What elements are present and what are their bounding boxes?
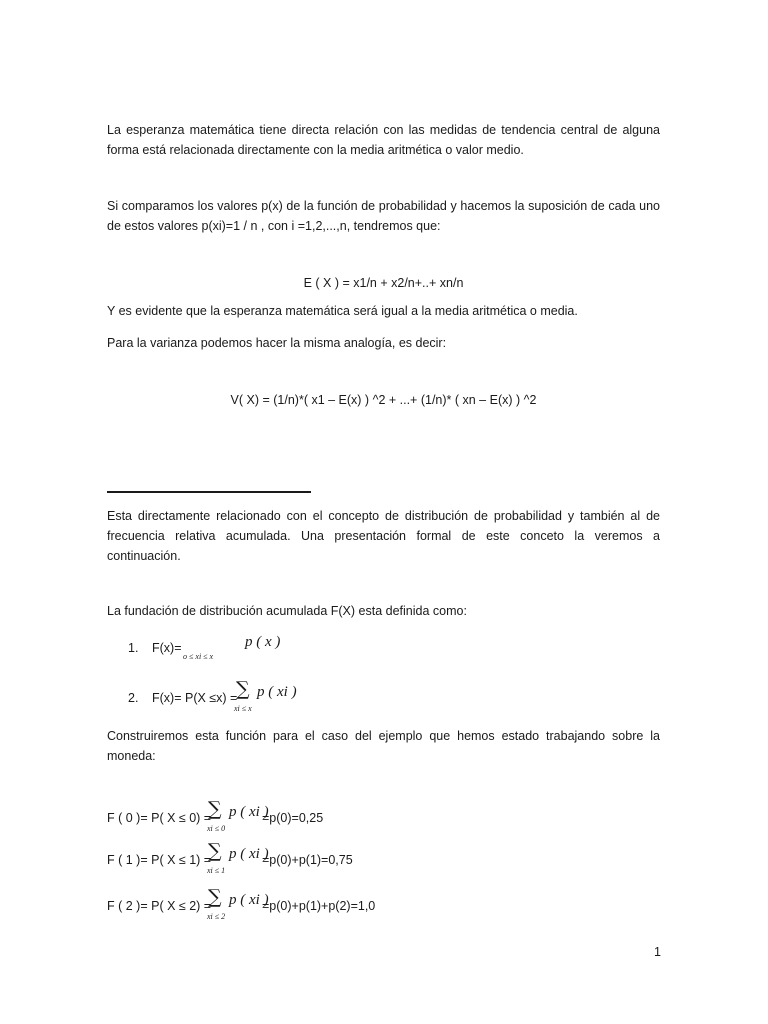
example-left: F ( 0 )= P( X ≤ 0) =	[107, 811, 212, 825]
page-number: 1	[654, 945, 661, 959]
example-left: F ( 2 )= P( X ≤ 2) =	[107, 899, 212, 913]
intro-paragraph: La esperanza matemática tiene directa relación con las medidas de tendencia central de alguna forma está relacionada directamente con la media aritmética o valor medio.	[107, 123, 660, 157]
example-f0	[107, 800, 667, 834]
sum-subscript: xi ≤ 1	[207, 866, 226, 875]
example-result: =p(0)+p(1)+p(2)=1,0	[262, 899, 376, 913]
evident-paragraph: Y es evidente que la esperanza matemática será igual a la media aritmética o media.	[107, 304, 578, 318]
sum-subscript: xi ≤ 2	[207, 912, 226, 921]
probability-function: p ( xi )	[229, 804, 269, 820]
variance-formula: V( X) = (1/n)*( x1 – E(x) ) ^2 + ...+ (1/n)* ( xn – E(x) ) ^2	[230, 393, 537, 407]
sum-subscript: xi ≤ x	[234, 704, 252, 713]
definition-1	[107, 630, 667, 664]
summation-icon: ∑	[208, 840, 222, 862]
definition-number: 1.	[128, 641, 139, 655]
cdf-intro-paragraph: La fundación de distribución acumulada F(X) esta definida como:	[107, 604, 467, 618]
example-left: F ( 1 )= P( X ≤ 1) =	[107, 853, 212, 867]
sum-subscript: o ≤ xi ≤ x	[183, 652, 214, 661]
summation-icon: ∑	[208, 886, 222, 908]
summation-icon: ∑	[236, 678, 250, 700]
probability-function: p ( x )	[245, 634, 281, 650]
construct-paragraph: Construiremos esta función para el caso del ejemplo que hemos estado trabajando sobre la moneda:	[107, 729, 660, 763]
example-result: =p(0)=0,25	[262, 811, 324, 825]
example-result: =p(0)+p(1)=0,75	[262, 853, 353, 867]
distribution-paragraph: Esta directamente relacionado con el concepto de distribución de probabilidad y también al de frecuencia relativa acumulada. Una presentación formal de este conceto la veremos a continuación.	[107, 509, 660, 563]
summation-icon: ∑	[208, 798, 222, 820]
compare-paragraph: Si comparamos los valores p(x) de la función de probabilidad y hacemos la suposición de cada uno de estos valores p(xi)=1 / n , con i =1,2,...,n, tendremos que:	[107, 199, 660, 233]
expectation-formula: E ( X ) = x1/n + x2/n+..+ xn/n	[303, 276, 464, 290]
example-f2	[107, 888, 667, 922]
section-divider	[107, 491, 311, 493]
definition-text: F(x)= P(X ≤x) =	[152, 691, 238, 705]
variance-intro-paragraph: Para la varianza podemos hacer la misma analogía, es decir:	[107, 336, 447, 350]
sum-subscript: xi ≤ 0	[207, 824, 226, 833]
probability-function: p ( xi )	[257, 684, 297, 700]
definition-2	[107, 680, 667, 714]
definition-text: F(x)=	[152, 641, 182, 655]
example-f1	[107, 842, 667, 876]
probability-function: p ( xi )	[229, 846, 269, 862]
definition-number: 2.	[128, 691, 139, 705]
probability-function: p ( xi )	[229, 892, 269, 908]
